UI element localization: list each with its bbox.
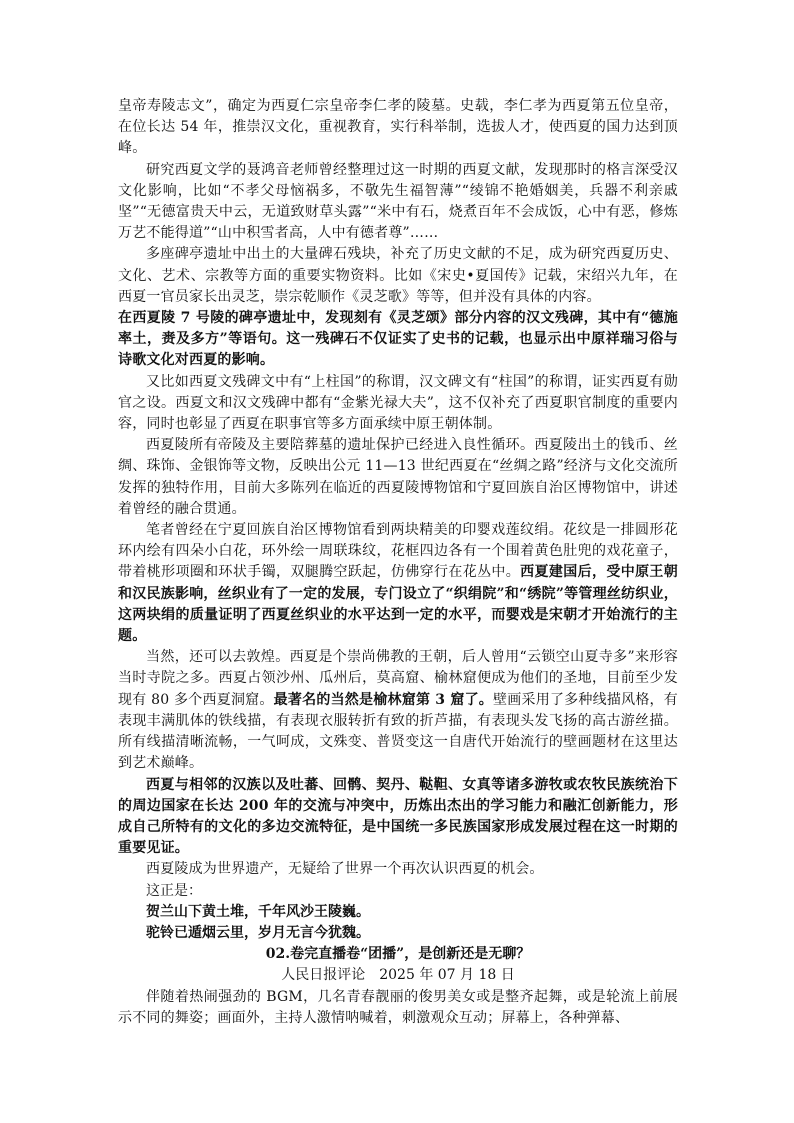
paragraph-2-text: 研究西夏文学的聂鸿音老师曾经整理过这一时期的西夏文献，发现那时的格言深受汉文化影响，比如“不孝父母恼祸多，不敬先生福智薄”“绫锦不艳婚姻美，兵器不利亲戚坚”“无德富贵天中云，无道致财草头露”“米中有石，烧煮百年不会成饭，心中有恶，修炼万艺不能得道”“山中积雪者高，人中有德者尊”…… <box>118 161 678 242</box>
paragraph-6 <box>118 435 678 520</box>
paragraph-8 <box>118 647 678 774</box>
paragraph-9 <box>118 775 678 860</box>
paragraph-5 <box>118 372 678 436</box>
next-article-first-paragraph-text: 伴随着热闹强劲的 BGM，几名青春靓丽的俊男美女或是整齐起舞，或是轮流上前展示不同的舞姿；画面外，主持人激情呐喊着，刺激观众互动；屏幕上，各种弹幕、 <box>118 988 678 1026</box>
paragraph-6-text: 西夏陵所有帝陵及主要陪葬墓的遗址保护已经进入良性循环。西夏陵出土的钱币、丝绸、珠饰、金银饰等文物，反映出公元 11—13 世纪西夏在“丝绸之路”经济与文化交流所发挥的独特作用，目前大多陈列在临近的西夏陵博物馆和宁夏回族自治区博物馆中，讲述着曾经的融合贯通。 <box>118 437 678 517</box>
paragraph-10-text: 西夏陵成为世界遗产，无疑给了世界一个再次认识西夏的机会。 <box>146 861 544 878</box>
paragraph-9-text: 西夏与相邻的汉族以及吐蕃、回鹘、契丹、鞑靼、女真等诸多游牧或农牧民族统治下的周边国家在长达 200 年的交流与冲突中，历炼出杰出的学习能力和融汇创新能力，形成自己所特有的文化的多边交流特征，是中国统一多民族国家形成发展过程在这一时期的重要见证。 <box>118 776 678 857</box>
paragraph-7-bold-text: 西夏建国后，受中原王朝和汉民族影响，丝织业有了一定的发展，专门设立了“织绢院”和“绣院”等管理丝纺织业，这两块绢的质量证明了西夏丝织业的水平达到一定的水平，而婴戏是宋朝才开始流行的主题。 <box>118 564 678 645</box>
paragraph-4 <box>118 308 678 372</box>
paragraph-7-text: 笔者曾经在宁夏回族自治区博物馆看到两块精美的印婴戏莲纹绢。花纹是一排圆形花环内绘有四朵小白花，环外绘一周联珠纹，花框四边各有一个围着黄色肚兜的戏花童子，带着桃形项圈和环状手镯，双腿腾空跃起，仿佛穿行在花丛中。 <box>118 522 678 581</box>
poem-line-1 <box>118 902 678 923</box>
next-article-source: 人民日报评论 <box>281 967 366 984</box>
paragraph-3-text: 多座碑亭遗址中出土的大量碑石残块，补充了历史文献的不足，成为研究西夏历史、文化、艺术、宗教等方面的重要实物资料。比如《宋史•夏国传》记载，宋绍兴九年，在西夏一官员家长出灵芝，崇宗乾顺作《灵芝歌》等等，但并没有具体的内容。 <box>118 246 678 305</box>
paragraph-8-tail-text: 壁画采用了多种线描风格，有表现丰满肌体的铁线描，有表现衣服转折有致的折芦描，有表现头发飞扬的高古游丝描。所有线描清晰流畅，一气呵成，文殊变、普贤变这一自唐代开始流行的壁画题材在这里达到艺术巅峰。 <box>118 691 678 772</box>
poem-line-2 <box>118 923 678 944</box>
paragraph-10 <box>118 859 678 880</box>
paragraph-2 <box>118 160 678 245</box>
paragraph-5-text: 又比如西夏文残碑文中有“上柱国”的称谓，汉文碑文有“柱国”的称谓，证实西夏有勋官之设。西夏文和汉文残碑中都有“金紫光禄大夫”，这不仅补充了西夏职官制度的重要内容，同时也彰显了西夏在职事官等多方面承续中原王朝体制。 <box>118 373 678 433</box>
paragraph-4-text: 在西夏陵 7 号陵的碑亭遗址中，发现刻有《灵芝颂》部分内容的汉文残碑，其中有“德施率土，赉及多方”等语句。这一残碑石不仅证实了史书的记载，也显示出中原祥瑞习俗与诗歌文化对西夏的影响。 <box>118 310 678 369</box>
paragraph-1-text: 皇帝寿陵志文”，确定为西夏仁宗皇帝李仁孝的陵墓。史载，李仁孝为西夏第五位皇帝，在位长达 54 年，推崇汉文化，重视教育，实行科举制，选拔人才，使西夏的国力达到顶峰。 <box>118 98 678 157</box>
paragraph-1 <box>118 96 678 160</box>
next-article-title-text: 02.卷完直播卷“团播”，是创新还是无聊？ <box>265 946 531 963</box>
next-article-meta <box>118 965 678 986</box>
paragraph-8-text: 当然，还可以去敦煌。西夏是个崇尚佛教的王朝，后人曾用“云锁空山夏寺多”来形容当时寺院之多。西夏占领沙州、瓜州后，莫高窟、榆林窟便成为他们的圣地，目前至少发现有 80 多个西夏洞窟。 <box>118 649 678 708</box>
poem-intro-text: 这正是： <box>146 882 202 899</box>
paragraph-7 <box>118 520 678 647</box>
paragraph-3 <box>118 244 678 308</box>
next-article-date: 2025 年 07 月 18 日 <box>379 967 515 984</box>
document-body <box>118 96 678 1029</box>
next-article-title <box>118 944 678 965</box>
paragraph-8-bold-text: 最著名的当然是榆林窟第 3 窟了。 <box>273 691 494 708</box>
next-article-first-paragraph <box>118 987 678 1029</box>
poem-line-1-text: 贺兰山下黄土堆，千年风沙王陵巍。 <box>146 903 370 920</box>
poem-intro <box>118 881 678 902</box>
poem-line-2-text: 驼铃已遁烟云里，岁月无言今犹魏。 <box>146 924 370 941</box>
